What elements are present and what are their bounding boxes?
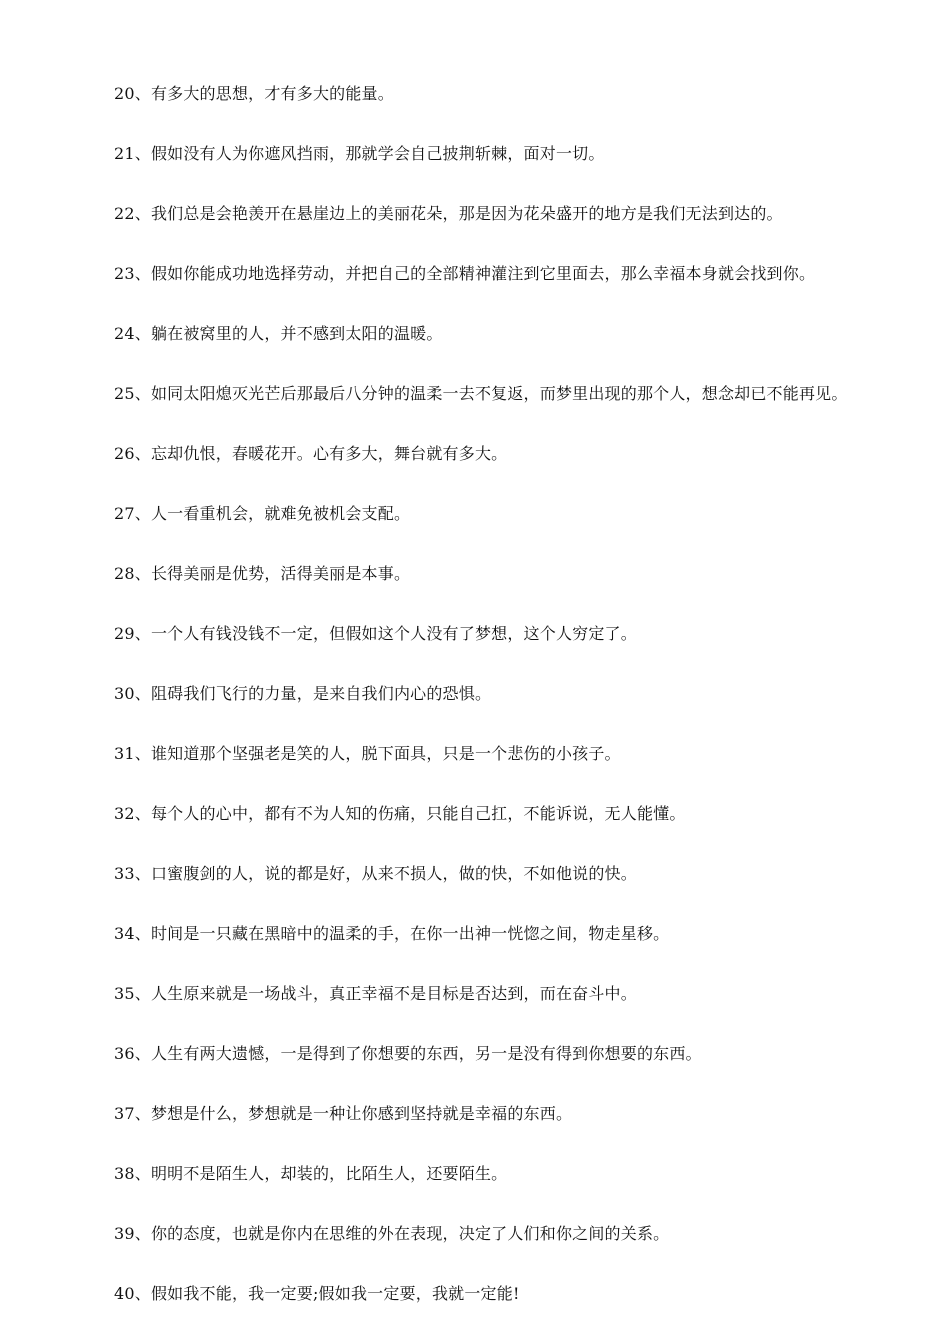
paragraph-24: 24、躺在被窝里的人，并不感到太阳的温暖。 xyxy=(114,324,443,343)
paragraph-32: 32、每个人的心中，都有不为人知的伤痛，只能自己扛，不能诉说，无人能懂。 xyxy=(114,804,686,823)
paragraph-38: 38、明明不是陌生人，却装的，比陌生人，还要陌生。 xyxy=(114,1164,508,1183)
paragraph-31: 31、谁知道那个坚强老是笑的人，脱下面具，只是一个悲伤的小孩子。 xyxy=(114,744,621,763)
paragraph-35: 35、人生原来就是一场战斗，真正幸福不是目标是否达到，而在奋斗中。 xyxy=(114,984,637,1003)
paragraph-28: 28、长得美丽是优势，活得美丽是本事。 xyxy=(114,564,411,583)
paragraph-25: 25、如同太阳熄灭光芒后那最后八分钟的温柔一去不复返，而梦里出现的那个人，想念却已不能再见。 xyxy=(114,384,848,403)
paragraph-23: 23、假如你能成功地选择劳动，并把自己的全部精神灌注到它里面去，那么幸福本身就会找到你。 xyxy=(114,264,816,283)
paragraph-22: 22、我们总是会艳羡开在悬崖边上的美丽花朵，那是因为花朵盛开的地方是我们无法到达的。 xyxy=(114,204,783,223)
paragraph-40: 40、假如我不能，我一定要;假如我一定要，我就一定能! xyxy=(114,1284,520,1303)
paragraph-34: 34、时间是一只藏在黑暗中的温柔的手，在你一出神一恍惚之间，物走星移。 xyxy=(114,924,670,943)
paragraph-29: 29、一个人有钱没钱不一定，但假如这个人没有了梦想，这个人穷定了。 xyxy=(114,624,637,643)
paragraph-37: 37、梦想是什么，梦想就是一种让你感到坚持就是幸福的东西。 xyxy=(114,1104,573,1123)
paragraph-26: 26、忘却仇恨，春暖花开。心有多大，舞台就有多大。 xyxy=(114,444,508,463)
paragraph-27: 27、人一看重机会，就难免被机会支配。 xyxy=(114,504,411,523)
paragraph-39: 39、你的态度，也就是你内在思维的外在表现，决定了人们和你之间的关系。 xyxy=(114,1224,670,1243)
paragraph-33: 33、口蜜腹剑的人，说的都是好，从来不损人，做的快，不如他说的快。 xyxy=(114,864,637,883)
paragraph-36: 36、人生有两大遗憾，一是得到了你想要的东西，另一是没有得到你想要的东西。 xyxy=(114,1044,702,1063)
paragraph-20: 20、有多大的思想，才有多大的能量。 xyxy=(114,84,394,103)
document-body xyxy=(80,78,865,1338)
paragraph-30: 30、阻碍我们飞行的力量，是来自我们内心的恐惧。 xyxy=(114,684,492,703)
paragraph-21: 21、假如没有人为你遮风挡雨，那就学会自己披荆斩棘，面对一切。 xyxy=(114,144,605,163)
